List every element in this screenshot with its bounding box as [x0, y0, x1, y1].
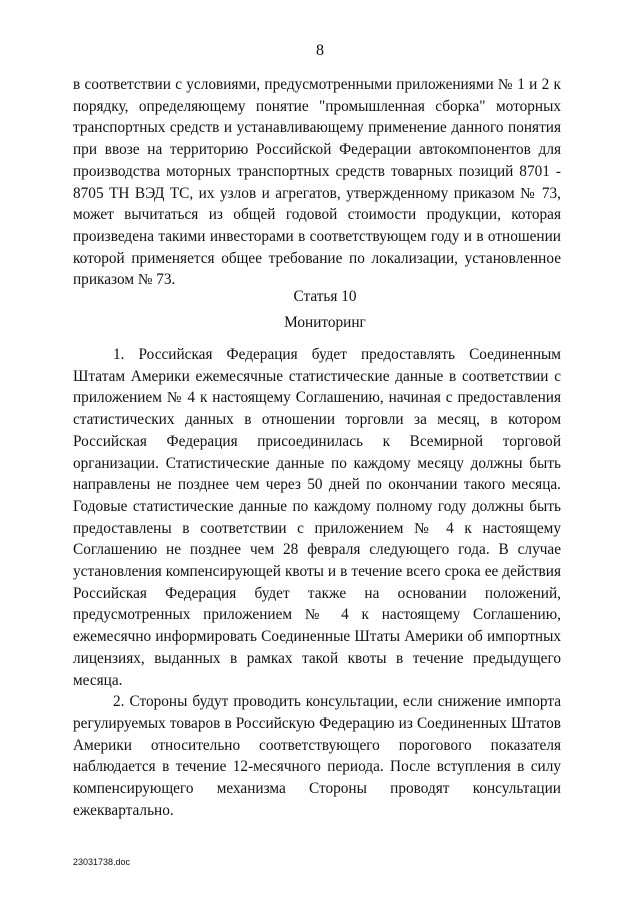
- intro-paragraph: в соответствии с условиями, предусмотренными приложениями № 1 и 2 к порядку, определяющему понятие "промышленная сборка" моторных транспортных средств и устанавливающему применение данного понятия при ввозе на территорию Российской Федерации автокомпонентов для производства моторных транспортных средств товарных позиций 8701 - 8705 ТН ВЭД ТС, их узлов и агрегатов, утвержденному приказом № 73, может вычитаться из общей годовой стоимости продукции, которая произведена такими инвесторами в соответствующем году и в отношении которой применяется общее требование по локализации, установленное приказом № 73.: [73, 76, 561, 289]
- intro-text-block: [73, 74, 561, 291]
- article-paragraph-1: 1. Российская Федерация будет предоставлять Соединенным Штатам Америки ежемесячные статистические данные в соответствии с приложением № 4 к настоящему Соглашению, начиная с предоставления статистических данных в отношении торговли за месяц, в котором Российская Федерация присоединилась к Всемирной торговой организации. Статистические данные по каждому месяцу должны быть направлены не позднее чем через 50 дней по окончании такого месяца. Годовые статистические данные по каждому полному году должны быть предоставлены в соответствии с приложением № 4 к настоящему Соглашению не позднее чем 28 февраля следующего года. В случае установления компенсирующей квоты и в течение всего срока ее действия Российская Федерация будет также на основании положений, предусмотренных приложением № 4 к настоящему Соглашению, ежемесячно информировать Соединенные Штаты Америки об импортных лицензиях, выданных в рамках такой квоты в течение предыдущего месяца.: [73, 346, 561, 689]
- article-paragraph-2: 2. Стороны будут проводить консультации, если снижение импорта регулируемых товаров в Российскую Федерацию из Соединенных Штатов Америки относительно соответствующего порогового показателя наблюдается в течение 12-месячного периода. После вступления в силу компенсирующего механизма Стороны проводят консультации ежеквартально.: [73, 693, 561, 819]
- page-number: 8: [316, 42, 324, 59]
- article-title: Мониторинг: [284, 314, 366, 331]
- footer-file-name: 23031738.doc: [73, 857, 131, 867]
- article-number: Статья 10: [293, 288, 357, 305]
- article-body: [73, 344, 561, 821]
